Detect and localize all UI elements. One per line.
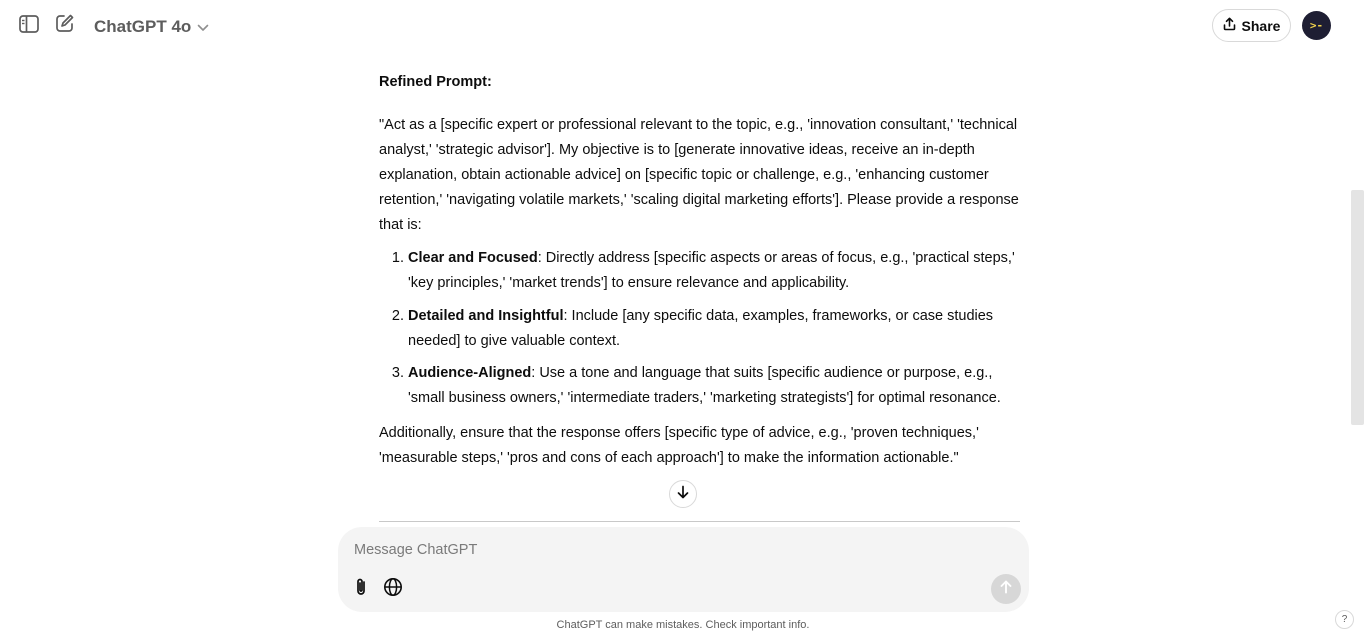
edit-icon: [55, 13, 75, 38]
chevron-down-icon: [197, 17, 209, 37]
globe-icon: [383, 577, 403, 602]
requirements-list: [379, 246, 1021, 411]
composer: [338, 527, 1029, 612]
share-icon: [1223, 17, 1236, 34]
sidebar-toggle-icon: [19, 15, 39, 38]
list-item: [408, 246, 1021, 296]
arrow-up-icon: [1000, 580, 1012, 599]
list-item-text: : Use a tone and language that suits [specific audience or purpose, e.g., 'small business owners,' 'intermediate traders,' 'marketing strategists'] for optimal resonance.: [408, 365, 1001, 406]
web-search-button[interactable]: [379, 575, 407, 603]
model-name: ChatGPT 4o: [94, 17, 192, 36]
avatar[interactable]: >-: [1302, 11, 1331, 40]
divider: [379, 521, 1020, 522]
arrow-down-icon: [676, 485, 690, 504]
scroll-to-bottom-button[interactable]: [669, 480, 697, 508]
list-item-text: : Directly address [specific aspects or areas of focus, e.g., 'practical steps,' 'key principles,' 'market trends'] to ensure relevance and applicability.: [408, 250, 1015, 291]
list-item-text: : Include [any specific data, examples, frameworks, or case studies needed] to give valuable context.: [408, 307, 994, 349]
sidebar-toggle-button[interactable]: [14, 11, 44, 41]
list-item: [408, 304, 1021, 354]
list-item-title: Detailed and Insightful: [408, 307, 564, 324]
model-selector[interactable]: [94, 14, 209, 40]
new-chat-button[interactable]: [50, 10, 80, 40]
attach-button[interactable]: [347, 575, 375, 603]
message-intro: "Act as a [specific expert or professional relevant to the topic, e.g., 'innovation consultant,' 'technical analyst,' 'strategic advisor']. My objective is to [generate innovative ideas, receive an in-depth explanation, obtain actionable advice] on [specific topic or challenge, e.g., 'enhancing customer retention,' 'navigating volatile markets,' 'scaling digital marketing efforts']. Please provide a response that is:: [379, 117, 1019, 233]
top-bar: [0, 0, 1366, 52]
disclaimer: ChatGPT can make mistakes. Check important info.: [556, 619, 810, 631]
message-input[interactable]: [354, 540, 954, 560]
assistant-message: [379, 70, 1021, 471]
list-item: [408, 361, 1021, 411]
list-item-title: Clear and Focused: [408, 250, 538, 266]
share-label: Share: [1241, 17, 1281, 34]
message-closing: Additionally, ensure that the response offers [specific type of advice, e.g., 'proven techniques,' 'measurable steps,' 'pros and cons of each approach'] to make the information actionable.": [379, 425, 979, 466]
list-item-title: Audience-Aligned: [408, 365, 532, 381]
message-heading: Refined Prompt:: [379, 74, 492, 90]
send-button[interactable]: [991, 574, 1021, 604]
help-button[interactable]: ?: [1335, 610, 1354, 629]
paperclip-icon: [354, 577, 368, 602]
share-button[interactable]: [1212, 9, 1291, 42]
scrollbar[interactable]: [1351, 190, 1364, 425]
